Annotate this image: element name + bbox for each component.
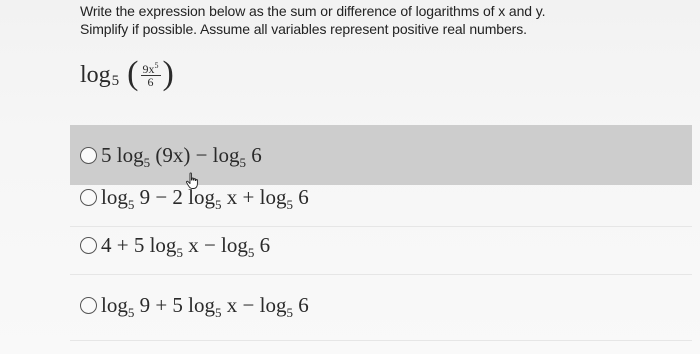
expr-close-paren: ): [162, 55, 174, 92]
instructions: [80, 2, 680, 38]
option-text-part: (9x) − log: [150, 142, 240, 167]
option-text-part: 9 + 5 log: [134, 292, 216, 317]
option-subscript: 5: [286, 304, 293, 320]
expr-open-paren: (: [127, 55, 139, 92]
option-text: [101, 233, 270, 258]
answer-option-3[interactable]: [70, 216, 692, 274]
option-subscript: 5: [127, 196, 135, 212]
answer-option-4[interactable]: [70, 276, 692, 334]
radio-button[interactable]: [80, 147, 97, 164]
instruction-line-1: Write the expression below as the sum or difference of logarithms of x and y.: [80, 3, 546, 19]
option-text-part: x − log: [182, 232, 248, 257]
expr-numerator: [141, 60, 161, 76]
option-text-part: x + log: [221, 184, 287, 209]
option-text-part: 9 − 2 log: [134, 184, 216, 209]
option-subscript: 5: [239, 154, 247, 170]
option-subscript: 5: [127, 304, 135, 320]
option-subscript: 5: [286, 196, 293, 212]
expr-denominator: 6: [147, 75, 154, 89]
option-subscript: 5: [215, 304, 222, 320]
expr-fraction: [141, 60, 161, 88]
option-text-part: 4 + 5 log: [101, 232, 177, 257]
radio-button[interactable]: [80, 189, 97, 206]
option-subscript: 5: [176, 244, 183, 260]
option-text-part: 6: [246, 142, 262, 167]
option-text-part: log: [101, 184, 128, 209]
option-text-part: 6: [292, 184, 309, 209]
divider: [70, 340, 692, 341]
expr-log: log: [80, 61, 111, 88]
expr-base: 5: [111, 72, 120, 89]
option-text-part: 6: [292, 292, 309, 317]
option-subscript: 5: [247, 244, 255, 260]
option-subscript: 5: [215, 196, 222, 212]
option-subscript: 5: [143, 154, 151, 170]
radio-button[interactable]: [80, 237, 97, 254]
option-text-part: log: [101, 292, 128, 317]
instruction-line-2: Simplify if possible. Assume all variables represent positive real numbers.: [80, 21, 527, 37]
option-text-part: x − log: [221, 292, 287, 317]
option-text: [101, 143, 262, 168]
option-text: [101, 293, 309, 318]
given-expression: [80, 55, 176, 92]
option-text-part: 6: [254, 232, 271, 257]
option-text-part: 5 log: [101, 142, 144, 167]
expr-exponent: 5: [154, 61, 159, 70]
radio-button[interactable]: [80, 297, 97, 314]
divider: [70, 274, 692, 275]
option-text: [101, 185, 309, 210]
expr-numerator-text: 9x: [142, 62, 155, 76]
